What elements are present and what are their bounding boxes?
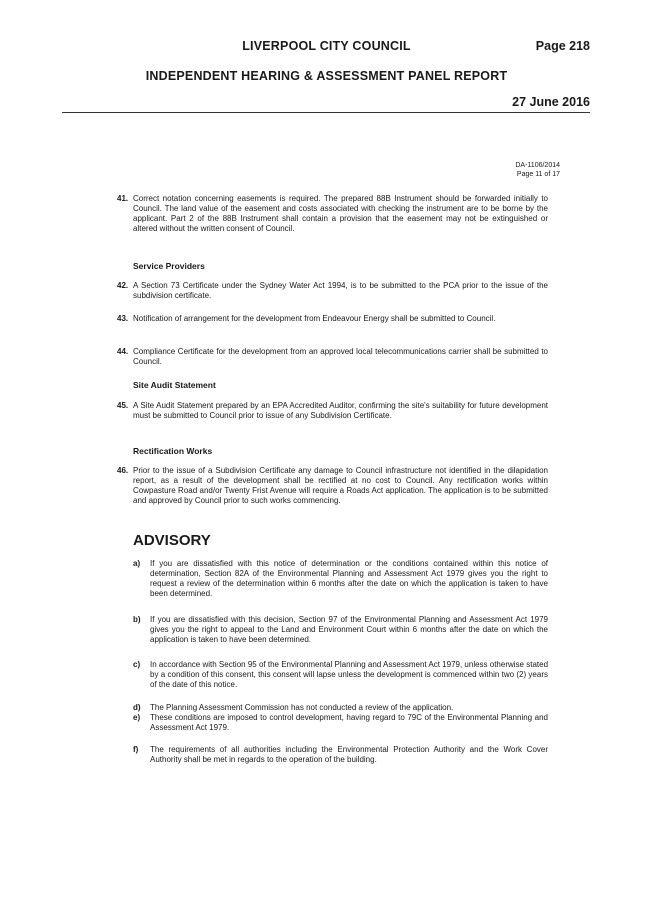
- condition-text: Compliance Certificate for the development from an approved local telecommunications carrier shall be submitted to Council.: [133, 347, 548, 366]
- condition-text: A Site Audit Statement prepared by an EPA Accredited Auditor, confirming the site's suitability for future development must be submitted to Council prior to issue of any Subdivision Certificate.: [133, 401, 548, 420]
- advisory-item: [133, 615, 548, 645]
- advisory-text: The Planning Assessment Commission has not conducted a review of the application.: [150, 703, 454, 712]
- condition-number: 41.: [117, 194, 129, 203]
- advisory-item: [133, 745, 548, 765]
- advisory-item: [133, 703, 548, 713]
- advisory-text: The requirements of all authorities including the Environmental Protection Authority and the Work Cover Authority shall be met in regards to the operation of the building.: [150, 745, 548, 764]
- advisory-item: [133, 713, 548, 733]
- condition-item: [117, 347, 548, 367]
- report-title: INDEPENDENT HEARING & ASSESSMENT PANEL REPORT: [145, 69, 508, 83]
- page-of-count: Page 11 of 17: [516, 171, 560, 178]
- subheading-rectification: Rectification Works: [133, 446, 213, 456]
- advisory-item: [133, 559, 548, 599]
- page-number: Page 218: [535, 39, 590, 53]
- advisory-letter: a): [133, 559, 141, 568]
- advisory-text: In accordance with Section 95 of the Environmental Planning and Assessment Act 1979, unless otherwise stated by a condition of this consent, this consent will lapse unless the development is commenced within two (2) years of the date of this notice.: [150, 660, 549, 689]
- advisory-letter: c): [133, 660, 141, 669]
- condition-text: Correct notation concerning easements is required. The prepared 88B Instrument should be forwarded initially to Council. The land value of the easement and costs associated with checking the instrument are to be borne by the applicant. Part 2 of the 88B Instrument shall contain a provision that the easement may not be extinguished or altered without the written consent of Council.: [133, 194, 548, 233]
- condition-number: 45.: [117, 401, 129, 410]
- condition-text: Notification of arrangement for the development from Endeavour Energy shall be submitted to Council.: [133, 314, 496, 323]
- advisory-text: If you are dissatisfied with this decision, Section 97 of the Environmental Planning and Assessment Act 1979 gives you the right to appeal to the Land and Environment Court within 6 months after the date on which the application is taken to have been determined.: [150, 615, 548, 644]
- advisory-text: If you are dissatisfied with this notice of determination or the conditions contained within this notice of determination, Section 82A of the Environmental Planning and Assessment Act 1979 gives you the right to request a review of the determination within 6 months after the date on which the application is taken to have been determined.: [150, 559, 548, 598]
- condition-item: [117, 281, 548, 301]
- advisory-text: These conditions are imposed to control development, having regard to 79C of the Environmental Planning and Assessment Act 1979.: [150, 713, 548, 732]
- advisory-item: [133, 660, 549, 690]
- condition-number: 46.: [117, 466, 129, 475]
- da-number: DA-1106/2014: [515, 162, 560, 169]
- condition-number: 44.: [117, 347, 129, 356]
- advisory-letter: f): [133, 745, 139, 754]
- condition-item: [117, 466, 548, 506]
- condition-item: [117, 314, 548, 324]
- condition-number: 42.: [117, 281, 129, 290]
- subheading-service-providers: Service Providers: [133, 261, 205, 271]
- condition-item: [117, 194, 548, 234]
- advisory-heading: ADVISORY: [133, 532, 211, 549]
- council-title: LIVERPOOL CITY COUNCIL: [242, 39, 411, 53]
- subheading-site-audit: Site Audit Statement: [133, 380, 216, 390]
- header-divider: [62, 112, 590, 113]
- condition-text: Prior to the issue of a Subdivision Certificate any damage to Council infrastructure not identified in the dilapidation report, as a result of the development shall be rectified at no cost to Council. Any rectification works within Cowpasture Road and/or Twenty Frist Avenue will require a Roads Act application. The application is to be submitted and approved by Council prior to such works commencing.: [133, 466, 548, 505]
- condition-item: [117, 401, 548, 421]
- advisory-letter: e): [133, 713, 141, 722]
- advisory-letter: b): [133, 615, 141, 624]
- condition-text: A Section 73 Certificate under the Sydney Water Act 1994, is to be submitted to the PCA prior to the issue of the subdivision certificate.: [133, 281, 548, 300]
- report-date: 27 June 2016: [512, 95, 590, 109]
- condition-number: 43.: [117, 314, 129, 323]
- advisory-letter: d): [133, 703, 141, 712]
